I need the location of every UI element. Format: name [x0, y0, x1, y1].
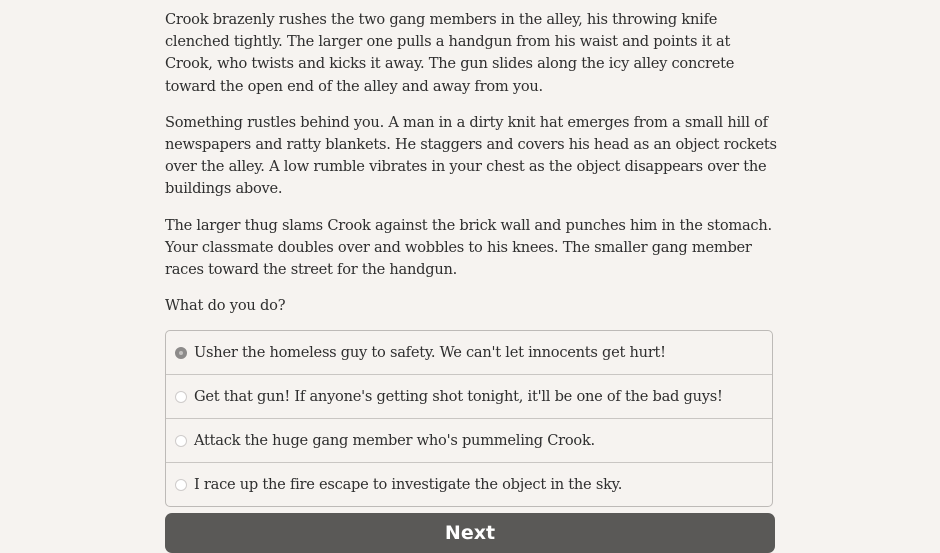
radio-unselected-icon[interactable]: [175, 479, 187, 491]
choice-option-4[interactable]: [166, 462, 772, 506]
choice-option-1[interactable]: [166, 331, 772, 374]
choice-option-2[interactable]: [166, 374, 772, 418]
choice-option-3[interactable]: [166, 418, 772, 462]
choice-list: [165, 330, 773, 507]
choice-label: Attack the huge gang member who's pummeling Crook.: [194, 432, 595, 450]
choice-label: Usher the homeless guy to safety. We can't let innocents get hurt!: [194, 344, 666, 362]
next-button[interactable]: Next: [165, 513, 775, 553]
story-paragraph-3: The larger thug slams Crook against the brick wall and punches him in the stomach. Your classmate doubles over and wobbles to his knees. The smaller gang member races toward the street for the handgun.: [165, 216, 772, 279]
radio-unselected-icon[interactable]: [175, 435, 187, 447]
choice-label: I race up the fire escape to investigate the object in the sky.: [194, 476, 623, 494]
choice-prompt: What do you do?: [165, 297, 286, 315]
choice-label: Get that gun! If anyone's getting shot tonight, it'll be one of the bad guys!: [194, 388, 723, 406]
radio-selected-icon[interactable]: [175, 347, 187, 359]
story-content: [165, 9, 777, 507]
story-paragraph-2: Something rustles behind you. A man in a dirty knit hat emerges from a small hill of newspapers and ratty blankets. He staggers and covers his head as an object rockets over the alley. A low rumble vibrates in your chest as the object disappears over the buildings above.: [165, 113, 777, 198]
story-paragraph-1: Crook brazenly rushes the two gang members in the alley, his throwing knife clenched tightly. The larger one pulls a handgun from his waist and points it at Crook, who twists and kicks it away. The gun slides along the icy alley concrete toward the open end of the alley and away from you.: [165, 11, 735, 95]
radio-unselected-icon[interactable]: [175, 391, 187, 403]
